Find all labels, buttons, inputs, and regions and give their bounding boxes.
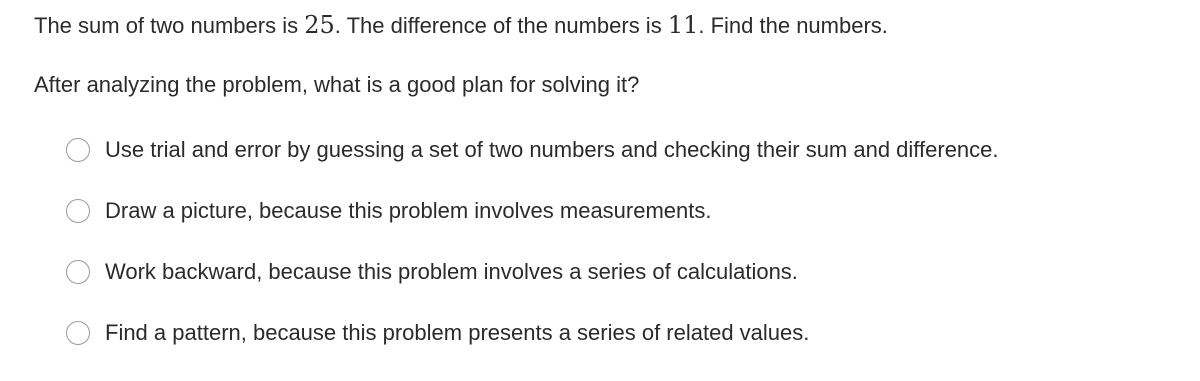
answer-choice-label: Use trial and error by guessing a set of two numbers and checking their sum and difference. bbox=[105, 137, 999, 162]
radio-button[interactable] bbox=[66, 260, 90, 284]
sum-value: 25 bbox=[304, 11, 335, 39]
question-part-2: . The difference of the numbers is bbox=[334, 13, 668, 38]
answer-choice-2[interactable] bbox=[66, 196, 712, 226]
answer-choice-4[interactable] bbox=[66, 318, 809, 348]
radio-button[interactable] bbox=[66, 138, 90, 162]
answer-choice-3[interactable] bbox=[66, 257, 798, 287]
difference-value: 11 bbox=[667, 11, 699, 39]
answer-choice-1[interactable] bbox=[66, 135, 999, 165]
question-part-1: The sum of two numbers is bbox=[34, 13, 305, 38]
radio-button[interactable] bbox=[66, 321, 90, 345]
radio-button[interactable] bbox=[66, 199, 90, 223]
answer-choice-label: Work backward, because this problem involves a series of calculations. bbox=[105, 259, 798, 284]
answer-choice-label: Draw a picture, because this problem involves measurements. bbox=[105, 198, 712, 223]
answer-choice-label: Find a pattern, because this problem presents a series of related values. bbox=[105, 320, 810, 345]
question-text bbox=[34, 10, 888, 41]
question-part-3: . Find the numbers. bbox=[698, 13, 888, 38]
prompt-text: After analyzing the problem, what is a good plan for solving it? bbox=[34, 72, 640, 97]
